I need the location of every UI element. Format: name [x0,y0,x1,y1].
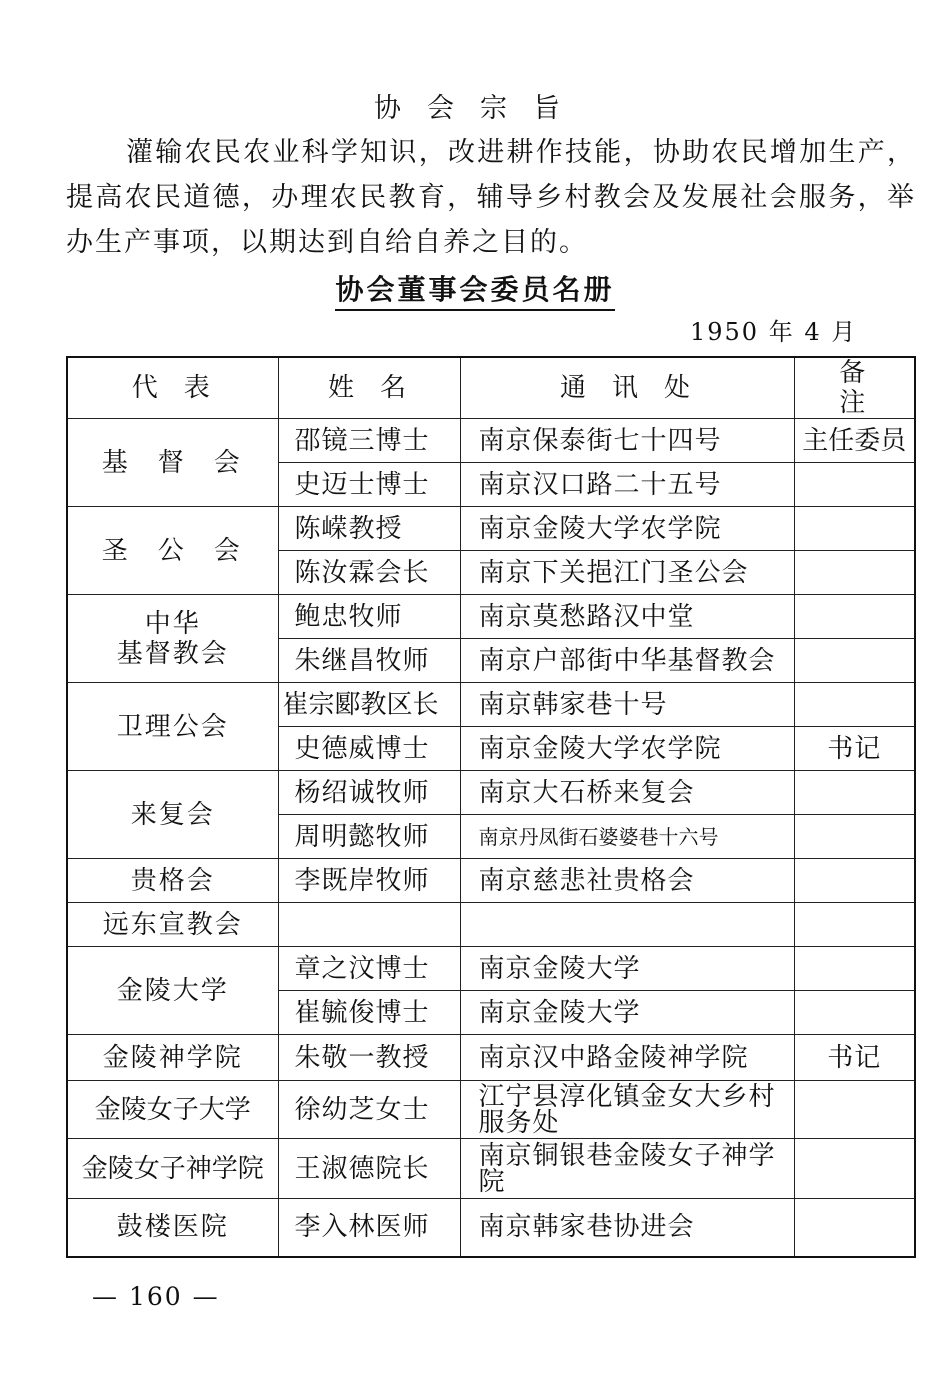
address-cell: 南京慈悲社贵格会 [460,859,794,903]
address-cell: 江宁县淳化镇金女大乡村服务处 [460,1081,794,1139]
note-cell [794,947,915,991]
address-cell: 南京莫愁路汉中堂 [460,595,794,639]
name-cell: 章之汶博士 [278,947,460,991]
name-cell: 邵镜三博士 [278,419,460,463]
header-address: 通讯处 [460,357,794,419]
name-cell: 鲍忠牧师 [278,595,460,639]
name-cell: 陈汝霖会长 [278,551,460,595]
note-cell [794,1139,915,1199]
org-line: 基督教会 [116,638,229,669]
header-note: 备注 [794,357,915,419]
name-cell: 王淑德院长 [278,1139,460,1199]
name-cell: 李入林医师 [278,1199,460,1257]
page-number: — 160 — [92,1282,220,1311]
org-cell: 鼓楼医院 [67,1199,278,1257]
note-cell [794,771,915,815]
table-row [67,1081,915,1139]
name-cell: 崔毓俊博士 [278,991,460,1035]
name-cell: 徐幼芝女士 [278,1081,460,1139]
address-cell [460,903,794,947]
note-cell: 主任委员 [794,419,915,463]
header-name: 姓名 [278,357,460,419]
address-cell: 南京铜银巷金陵女子神学院 [460,1139,794,1199]
table-row [67,507,915,551]
address-cell: 南京汉口路二十五号 [460,463,794,507]
table-row [67,947,915,991]
org-cell: 金陵大学 [67,947,278,1035]
note-cell [794,595,915,639]
table-row [67,419,915,463]
org-cell: 基督会 [67,419,278,507]
table-header-row [67,357,915,419]
address-cell: 南京韩家巷十号 [460,683,794,727]
note-cell [794,815,915,859]
address-cell: 南京韩家巷协进会 [460,1199,794,1257]
roster-date: 1950 年 4 月 [690,318,858,346]
address-cell: 南京下关挹江门圣公会 [460,551,794,595]
table-row [67,859,915,903]
table-row [67,1035,915,1081]
name-cell: 周明懿牧师 [278,815,460,859]
address-cell: 南京丹凤街石婆婆巷十六号 [460,815,794,859]
address-cell: 南京户部街中华基督教会 [460,639,794,683]
name-cell: 朱继昌牧师 [278,639,460,683]
org-cell: 金陵女子大学 [67,1081,278,1139]
note-cell [794,1081,915,1139]
address-cell: 南京保泰街七十四号 [460,419,794,463]
org-cell: 来复会 [67,771,278,859]
roster-title [0,268,950,308]
table-row [67,903,915,947]
note-cell [794,551,915,595]
note-cell [794,683,915,727]
address-cell: 南京汉中路金陵神学院 [460,1035,794,1081]
name-cell: 崔宗郾教区长 [278,683,460,727]
org-cell: 卫理公会 [67,683,278,771]
note-cell [794,507,915,551]
table-row [67,771,915,815]
purpose-heading: 协会宗旨 [374,93,586,124]
name-cell: 朱敬一教授 [278,1035,460,1081]
name-cell: 史迈士博士 [278,463,460,507]
table-row [67,1139,915,1199]
name-cell: 史德威博士 [278,727,460,771]
address-cell: 南京大石桥来复会 [460,771,794,815]
org-cell: 贵格会 [67,859,278,903]
name-cell [278,903,460,947]
address-cell: 南京金陵大学 [460,991,794,1035]
roster-title-text: 协会董事会委员名册 [335,273,614,311]
name-cell: 李既岸牧师 [278,859,460,903]
note-cell [794,463,915,507]
address-cell: 南京金陵大学农学院 [460,507,794,551]
address-cell: 南京金陵大学 [460,947,794,991]
name-cell: 杨绍诚牧师 [278,771,460,815]
address-cell: 南京金陵大学农学院 [460,727,794,771]
header-org: 代表 [67,357,278,419]
org-line: 中华 [144,608,201,639]
table-row [67,1199,915,1257]
org-cell [67,595,278,683]
table-row [67,683,915,727]
note-cell [794,639,915,683]
note-cell: 书记 [794,727,915,771]
org-cell: 金陵女子神学院 [67,1139,278,1199]
org-cell: 金陵神学院 [67,1035,278,1081]
org-cell: 远东宣教会 [67,903,278,947]
roster-table [66,356,916,1258]
name-cell: 陈嵘教授 [278,507,460,551]
table-row [67,595,915,639]
note-cell [794,859,915,903]
note-cell [794,1199,915,1257]
org-cell: 圣公会 [67,507,278,595]
note-cell [794,903,915,947]
note-cell: 书记 [794,1035,915,1081]
purpose-paragraph: 灌输农民农业科学知识，改进耕作技能，协助农民增加生产，提高农民道德，办理农民教育，辅导乡村教会及发展社会服务，举办生产事项，以期达到自给自养之目的。 [66,137,916,258]
note-cell [794,991,915,1035]
